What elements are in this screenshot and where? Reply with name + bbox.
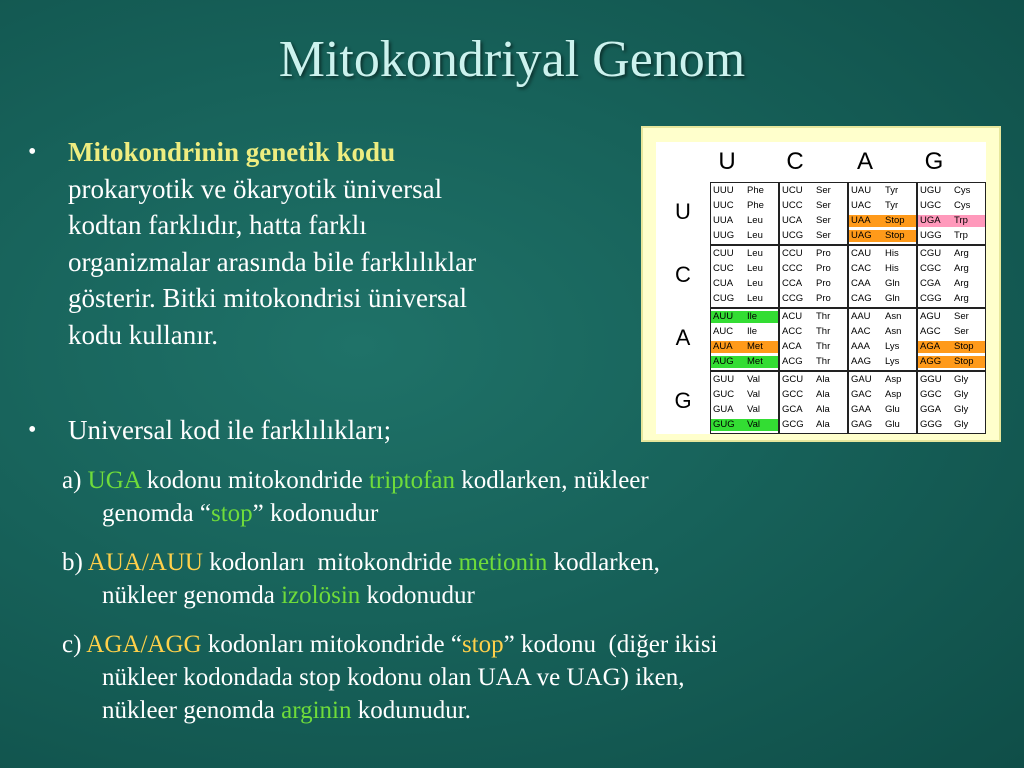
codon-cell bbox=[849, 389, 916, 401]
amino-acid-text: Ser bbox=[954, 326, 969, 337]
codon-cell bbox=[780, 263, 847, 275]
sub-item-b bbox=[62, 546, 992, 612]
codon-block bbox=[848, 308, 917, 371]
codon-text: CAU bbox=[851, 248, 872, 259]
codon-text: CGA bbox=[920, 278, 941, 289]
amino-acid-text: Tyr bbox=[885, 200, 899, 211]
codon-block bbox=[917, 245, 986, 308]
codon-col-header: C bbox=[786, 148, 804, 175]
amino-acid-text: Thr bbox=[816, 311, 831, 322]
codon-text: UGA bbox=[87, 467, 141, 494]
codon-text: GAG bbox=[851, 419, 873, 430]
codon-row-header: U bbox=[675, 199, 691, 224]
sub-text: kodonu mitokondride bbox=[140, 467, 369, 494]
codon-cell bbox=[918, 200, 985, 212]
codon-cell bbox=[849, 293, 916, 305]
codon-text: CCC bbox=[782, 263, 803, 274]
codon-cell bbox=[849, 215, 916, 227]
amino-acid-text: Pro bbox=[816, 248, 831, 259]
amino-acid-text: Ala bbox=[816, 374, 830, 385]
amino-acid-text: Gly bbox=[954, 374, 969, 385]
codon-text: GUG bbox=[713, 419, 735, 430]
amino-acid-text: Ala bbox=[816, 419, 830, 430]
codon-cell bbox=[780, 404, 847, 416]
codon-block bbox=[779, 308, 848, 371]
codon-cell bbox=[711, 311, 778, 323]
sub-text: kodonları mitokondride bbox=[202, 549, 459, 576]
codon-cell bbox=[918, 185, 985, 197]
codon-cell bbox=[711, 263, 778, 275]
amino-acid-text: Val bbox=[747, 404, 761, 415]
amino-acid-text: Leu bbox=[747, 263, 763, 274]
bullet-line: kodu kullanır. bbox=[68, 319, 218, 350]
sub-text: kodonudur bbox=[360, 582, 475, 609]
codon-text: CGU bbox=[920, 248, 942, 259]
amino-acid-text: Phe bbox=[747, 200, 764, 211]
amino-acid-text: Arg bbox=[954, 278, 969, 289]
codon-cell bbox=[711, 185, 778, 197]
codon-text: AGC bbox=[920, 326, 941, 337]
codon-cell bbox=[711, 404, 778, 416]
codon-cell bbox=[711, 326, 778, 338]
codon-text: CAC bbox=[851, 263, 872, 274]
bullet-dot: • bbox=[28, 139, 37, 165]
amino-acid-text: Thr bbox=[816, 356, 831, 367]
codon-text: UUU bbox=[713, 185, 734, 196]
codon-cell bbox=[711, 215, 778, 227]
amino-acid-text: Gly bbox=[954, 419, 969, 430]
codon-text: GCC bbox=[782, 389, 804, 400]
codon-cell bbox=[849, 185, 916, 197]
sub-line-2 bbox=[62, 579, 992, 612]
amino-acid-text: Cys bbox=[954, 200, 971, 211]
codon-cell bbox=[711, 419, 778, 431]
codon-block bbox=[779, 245, 848, 308]
amino-acid-text: Thr bbox=[816, 341, 831, 352]
codon-text: CUU bbox=[713, 248, 734, 259]
codon-cell bbox=[711, 374, 778, 386]
amino-acid-text: Leu bbox=[747, 293, 763, 304]
codon-row-header: G bbox=[674, 388, 692, 413]
sub-line-2: nükleer kodondada stop kodonu olan UAA ve UAG) iken, bbox=[102, 664, 685, 691]
bullet-item-1 bbox=[28, 134, 608, 353]
codon-text: AUU bbox=[713, 311, 734, 322]
codon-text: GCA bbox=[782, 404, 803, 415]
codon-cell bbox=[780, 341, 847, 353]
codon-cell bbox=[918, 215, 985, 227]
codon-cell bbox=[918, 404, 985, 416]
sub-item-a bbox=[62, 464, 992, 530]
codon-block bbox=[779, 182, 848, 245]
amino-acid-text: Arg bbox=[954, 248, 969, 259]
stop-text: stop bbox=[210, 500, 253, 527]
amino-acid-text: metionin bbox=[458, 549, 548, 576]
codon-text: UAC bbox=[851, 200, 872, 211]
codon-text: GCU bbox=[782, 374, 804, 385]
amino-acid-text: Phe bbox=[747, 185, 764, 196]
amino-acid-text: Gln bbox=[885, 293, 900, 304]
codon-cell bbox=[849, 311, 916, 323]
amino-acid-text: Ile bbox=[747, 311, 758, 322]
codon-text: GAC bbox=[851, 389, 872, 400]
amino-acid-text: Cys bbox=[954, 185, 971, 196]
codon-cell bbox=[849, 356, 916, 368]
codon-text: GGG bbox=[920, 419, 943, 430]
codon-cell bbox=[849, 278, 916, 290]
sub-text: nükleer genomda bbox=[102, 582, 282, 609]
codon-text: GGC bbox=[920, 389, 942, 400]
amino-acid-text: Lys bbox=[885, 341, 900, 352]
codon-col-header: U bbox=[718, 148, 736, 175]
amino-acid-text: Asn bbox=[885, 311, 902, 322]
codon-cell bbox=[780, 389, 847, 401]
codon-text: ACC bbox=[782, 326, 803, 337]
codon-text: GCG bbox=[782, 419, 804, 430]
codon-cell bbox=[711, 293, 778, 305]
codon-cell bbox=[711, 341, 778, 353]
codon-cell bbox=[918, 419, 985, 431]
amino-acid-text: Ala bbox=[816, 404, 830, 415]
slide-title: Mitokondriyal Genom bbox=[278, 31, 746, 88]
amino-acid-text: arginin bbox=[281, 697, 352, 724]
codon-cell bbox=[918, 311, 985, 323]
codon-cell bbox=[849, 341, 916, 353]
codon-text: CUA bbox=[713, 278, 734, 289]
bullet-line: prokaryotik ve ökaryotik üniversal bbox=[68, 173, 443, 204]
codon-text: AGU bbox=[920, 311, 941, 322]
amino-acid-text: Val bbox=[747, 374, 761, 385]
codon-text: GUU bbox=[713, 374, 735, 385]
codon-text: UGC bbox=[920, 200, 942, 211]
sub-label: c) bbox=[62, 631, 82, 658]
amino-acid-text: Ser bbox=[954, 311, 969, 322]
codon-cell bbox=[780, 230, 847, 242]
amino-acid-text: Thr bbox=[816, 326, 831, 337]
codon-cell bbox=[918, 293, 985, 305]
amino-acid-text: Leu bbox=[747, 230, 763, 241]
codon-text: UAA bbox=[851, 215, 871, 226]
codon-text: UGU bbox=[920, 185, 942, 196]
codon-text: UGG bbox=[920, 230, 942, 241]
amino-acid-text: Trp bbox=[954, 215, 968, 226]
codon-cell bbox=[780, 419, 847, 431]
amino-acid-text: Arg bbox=[954, 263, 969, 274]
codon-text: CCU bbox=[782, 248, 803, 259]
codon-cell bbox=[849, 326, 916, 338]
codon-cell bbox=[918, 356, 985, 368]
codon-cell bbox=[918, 374, 985, 386]
codon-cell bbox=[780, 293, 847, 305]
amino-acid-text: Ala bbox=[816, 389, 830, 400]
codon-cell bbox=[780, 356, 847, 368]
codon-text: GGU bbox=[920, 374, 942, 385]
codon-cell bbox=[711, 248, 778, 260]
codon-text: GAA bbox=[851, 404, 872, 415]
sub-text: ” kodonu (diğer ikisi bbox=[503, 631, 718, 658]
amino-acid-text: Stop bbox=[885, 230, 905, 241]
codon-text: AAC bbox=[851, 326, 871, 337]
codon-cell bbox=[711, 230, 778, 242]
sub-text: kodlarken, bbox=[547, 549, 660, 576]
codon-text: CCG bbox=[782, 293, 804, 304]
amino-acid-text: Ser bbox=[816, 230, 831, 241]
amino-acid-text: Gly bbox=[954, 389, 969, 400]
amino-acid-text: Lys bbox=[885, 356, 900, 367]
stop-text: stop bbox=[461, 631, 504, 658]
amino-acid-text: Ser bbox=[816, 215, 831, 226]
amino-acid-text: Trp bbox=[954, 230, 968, 241]
codon-block bbox=[917, 182, 986, 245]
sub-line-3 bbox=[62, 694, 992, 727]
amino-acid-text: Ser bbox=[816, 200, 831, 211]
amino-acid-text: His bbox=[885, 248, 899, 259]
amino-acid-text: Met bbox=[747, 341, 763, 352]
bullet-list bbox=[28, 134, 608, 353]
codon-block bbox=[710, 182, 779, 245]
codon-text: ACG bbox=[782, 356, 803, 367]
amino-acid-text: Glu bbox=[885, 419, 900, 430]
codon-cell bbox=[849, 404, 916, 416]
sub-text: ” kodonudur bbox=[252, 500, 379, 527]
codon-text: UUC bbox=[713, 200, 734, 211]
amino-acid-text: Arg bbox=[954, 293, 969, 304]
codon-cell bbox=[849, 374, 916, 386]
bullet-dot: • bbox=[28, 417, 37, 443]
amino-acid-text: Val bbox=[747, 389, 761, 400]
codon-cell bbox=[918, 278, 985, 290]
codon-text: AUC bbox=[713, 326, 734, 337]
codon-col-header: A bbox=[856, 148, 873, 175]
amino-acid-text: Asp bbox=[885, 389, 902, 400]
bullet-line: gösterir. Bitki mitokondrisi üniversal bbox=[68, 283, 467, 313]
amino-acid-text: Stop bbox=[954, 341, 974, 352]
codon-cell bbox=[849, 419, 916, 431]
codon-cell bbox=[849, 200, 916, 212]
codon-block bbox=[917, 308, 986, 371]
codon-text: AUA/AUU bbox=[87, 549, 203, 576]
amino-acid-text: Glu bbox=[885, 404, 900, 415]
codon-block bbox=[710, 308, 779, 371]
codon-text: UAG bbox=[851, 230, 872, 241]
codon-cell bbox=[918, 263, 985, 275]
amino-acid-text: Leu bbox=[747, 278, 763, 289]
amino-acid-text: Val bbox=[747, 419, 761, 430]
codon-block bbox=[848, 371, 917, 434]
amino-acid-text: Pro bbox=[816, 263, 831, 274]
codon-row-header: A bbox=[675, 325, 691, 350]
codon-cell bbox=[780, 326, 847, 338]
amino-acid-text: triptofan bbox=[368, 467, 456, 494]
codon-text: AGG bbox=[920, 356, 942, 367]
codon-text: AUG bbox=[713, 356, 734, 367]
codon-block bbox=[710, 245, 779, 308]
codon-cell bbox=[711, 389, 778, 401]
codon-block bbox=[710, 371, 779, 434]
codon-text: CGG bbox=[920, 293, 942, 304]
codon-block bbox=[917, 371, 986, 434]
sub-text: nükleer genomda bbox=[102, 697, 282, 724]
amino-acid-text: Leu bbox=[747, 215, 763, 226]
amino-acid-text: Gly bbox=[954, 404, 969, 415]
codon-cell bbox=[711, 278, 778, 290]
bullet-item-2 bbox=[28, 412, 688, 449]
codon-text: UUG bbox=[713, 230, 735, 241]
codon-cell bbox=[849, 230, 916, 242]
codon-text: UUA bbox=[713, 215, 734, 226]
codon-cell bbox=[849, 263, 916, 275]
sub-label: b) bbox=[62, 549, 83, 576]
codon-text: AAG bbox=[851, 356, 872, 367]
amino-acid-text: Pro bbox=[816, 278, 831, 289]
codon-text: ACA bbox=[782, 341, 802, 352]
codon-text: GGA bbox=[920, 404, 942, 415]
codon-text: AAU bbox=[851, 311, 871, 322]
amino-acid-text: izolösin bbox=[281, 582, 361, 609]
bullet-line: organizmalar arasında bile farklılıklar bbox=[68, 246, 477, 277]
sub-line-2 bbox=[62, 497, 992, 530]
codon-cell bbox=[918, 389, 985, 401]
codon-text: GUC bbox=[713, 389, 735, 400]
codon-block bbox=[779, 371, 848, 434]
sub-text: kodonları mitokondride “ bbox=[201, 631, 462, 658]
amino-acid-text: Met bbox=[747, 356, 763, 367]
codon-text: UAU bbox=[851, 185, 872, 196]
sub-text: kodlarken, nükleer bbox=[455, 467, 649, 494]
amino-acid-text: Asp bbox=[885, 374, 902, 385]
codon-text: UGA bbox=[920, 215, 941, 226]
codon-block bbox=[848, 182, 917, 245]
codon-block bbox=[848, 245, 917, 308]
amino-acid-text: Stop bbox=[954, 356, 974, 367]
codon-text: UCC bbox=[782, 200, 803, 211]
codon-cell bbox=[918, 326, 985, 338]
codon-cell bbox=[780, 215, 847, 227]
codon-text: AAA bbox=[851, 341, 871, 352]
codon-text: CCA bbox=[782, 278, 803, 289]
codon-text: CUC bbox=[713, 263, 734, 274]
bullet-line: kodtan farklıdır, hatta farklı bbox=[68, 210, 367, 240]
codon-cell bbox=[918, 248, 985, 260]
sub-text: kodunudur. bbox=[351, 697, 471, 724]
codon-text: CGC bbox=[920, 263, 942, 274]
codon-text: CAA bbox=[851, 278, 871, 289]
codon-text: UCG bbox=[782, 230, 804, 241]
codon-cell bbox=[918, 341, 985, 353]
codon-text: AUA bbox=[713, 341, 733, 352]
codon-cell bbox=[849, 248, 916, 260]
codon-cell bbox=[918, 230, 985, 242]
codon-cell bbox=[780, 185, 847, 197]
amino-acid-text: Tyr bbox=[885, 185, 899, 196]
codon-cell bbox=[780, 248, 847, 260]
codon-cell bbox=[780, 278, 847, 290]
amino-acid-text: Stop bbox=[885, 215, 905, 226]
sub-label: a) bbox=[62, 467, 82, 494]
codon-text: GUA bbox=[713, 404, 734, 415]
codon-row-header: C bbox=[675, 262, 691, 287]
codon-text: ACU bbox=[782, 311, 803, 322]
bullet-highlight: Mitokondrinin genetik kodu bbox=[68, 137, 396, 167]
codon-cell bbox=[780, 311, 847, 323]
amino-acid-text: Ser bbox=[816, 185, 831, 196]
amino-acid-text: Ile bbox=[747, 326, 758, 337]
codon-text: GAU bbox=[851, 374, 872, 385]
codon-cell bbox=[780, 374, 847, 386]
codon-text: CUG bbox=[713, 293, 735, 304]
bullet-text: Universal kod ile farklılıkları; bbox=[68, 415, 392, 445]
amino-acid-text: His bbox=[885, 263, 899, 274]
sub-item-c bbox=[62, 628, 992, 727]
amino-acid-text: Gln bbox=[885, 278, 900, 289]
codon-cell bbox=[780, 200, 847, 212]
codon-text: AGA/AGG bbox=[86, 631, 202, 658]
codon-text: UCA bbox=[782, 215, 803, 226]
codon-cell bbox=[711, 356, 778, 368]
sub-text: genomda “ bbox=[102, 500, 211, 527]
amino-acid-text: Asn bbox=[885, 326, 902, 337]
codon-text: UCU bbox=[782, 185, 803, 196]
codon-cell bbox=[711, 200, 778, 212]
amino-acid-text: Leu bbox=[747, 248, 763, 259]
codon-col-header: G bbox=[924, 148, 944, 175]
codon-text: CAG bbox=[851, 293, 872, 304]
amino-acid-text: Pro bbox=[816, 293, 831, 304]
codon-text: AGA bbox=[920, 341, 941, 352]
